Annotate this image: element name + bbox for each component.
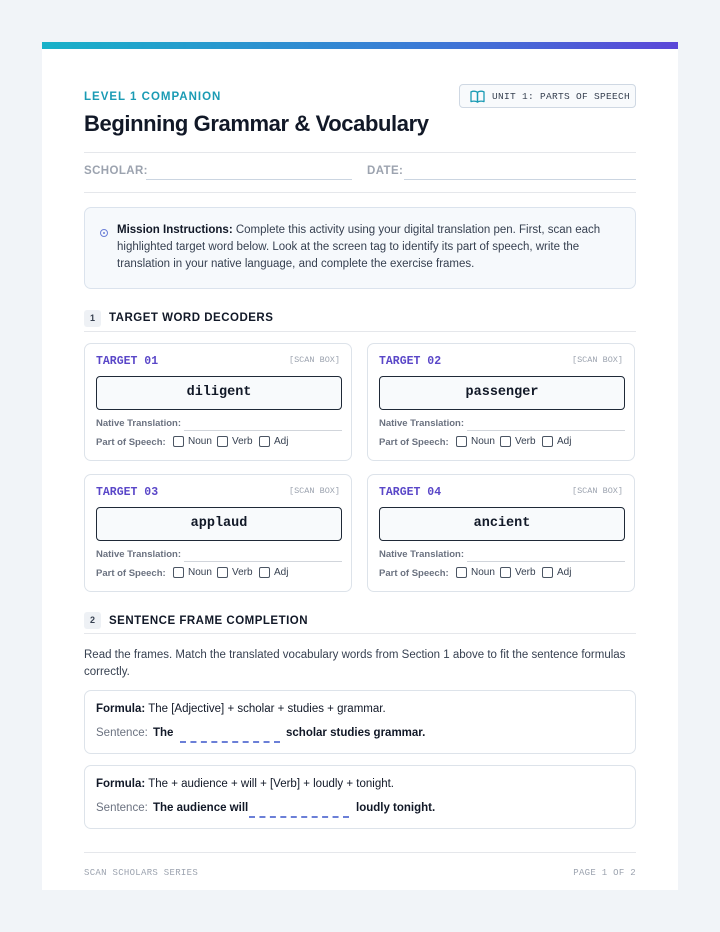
sentence-label: Sentence: <box>96 727 148 739</box>
part-of-speech-label: Part of Speech: <box>379 437 449 448</box>
native-translation-field[interactable] <box>184 430 342 431</box>
sentence-frame-1 <box>84 690 636 754</box>
checkbox-icon <box>456 567 467 578</box>
native-translation-label: Native Translation: <box>96 418 181 429</box>
verb-label: Verb <box>515 567 536 578</box>
checkbox-icon <box>542 436 553 447</box>
formula <box>96 778 394 790</box>
target-word[interactable]: ancient <box>379 507 625 541</box>
noun-label: Noun <box>471 567 495 578</box>
target-icon <box>100 229 108 237</box>
checkbox-icon <box>217 567 228 578</box>
target-word[interactable]: diligent <box>96 376 342 410</box>
adj-checkbox[interactable] <box>542 436 571 447</box>
scholar-label: SCHOLAR: <box>84 165 148 177</box>
noun-checkbox[interactable] <box>456 436 495 447</box>
formula <box>96 703 386 715</box>
answer-blank[interactable] <box>249 816 349 818</box>
target-card-03 <box>84 474 352 592</box>
header-gradient-bar <box>42 42 678 49</box>
checkbox-icon <box>217 436 228 447</box>
answer-blank[interactable] <box>180 741 280 743</box>
scholar-name-field[interactable] <box>146 179 352 180</box>
mission-text <box>117 222 617 274</box>
sentence-start: The audience will <box>153 802 249 814</box>
worksheet-page <box>42 42 678 890</box>
noun-checkbox[interactable] <box>456 567 495 578</box>
level-kicker: LEVEL 1 COMPANION <box>84 91 222 103</box>
sentence-end: loudly tonight. <box>356 802 436 814</box>
sentence-start: The <box>153 727 174 739</box>
target-card-01 <box>84 343 352 461</box>
adj-label: Adj <box>274 567 289 578</box>
verb-label: Verb <box>515 436 536 447</box>
divider <box>84 633 636 634</box>
target-label: TARGET 01 <box>96 355 159 368</box>
date-label: DATE: <box>367 165 404 177</box>
noun-label: Noun <box>188 436 212 447</box>
verb-checkbox[interactable] <box>500 567 536 578</box>
adj-checkbox[interactable] <box>259 436 288 447</box>
divider <box>84 152 636 153</box>
adj-checkbox[interactable] <box>259 567 288 578</box>
noun-label: Noun <box>188 567 212 578</box>
formula-text: The + audience + will + [Verb] + loudly + tonight. <box>145 778 395 790</box>
target-card-04 <box>367 474 635 592</box>
section-number: 2 <box>84 612 101 629</box>
native-translation-label: Native Translation: <box>379 418 464 429</box>
section-title: SENTENCE FRAME COMPLETION <box>109 615 309 627</box>
part-of-speech-label: Part of Speech: <box>96 437 166 448</box>
native-translation-field[interactable] <box>467 430 625 431</box>
target-card-02 <box>367 343 635 461</box>
footer-divider <box>84 852 636 853</box>
target-label: TARGET 02 <box>379 355 442 368</box>
adj-label: Adj <box>274 436 289 447</box>
native-translation-field[interactable] <box>467 561 625 562</box>
adj-label: Adj <box>557 567 572 578</box>
formula-text: The [Adjective] + scholar + studies + grammar. <box>145 703 386 715</box>
verb-label: Verb <box>232 567 253 578</box>
checkbox-icon <box>259 436 270 447</box>
checkbox-icon <box>542 567 553 578</box>
verb-checkbox[interactable] <box>217 567 253 578</box>
noun-checkbox[interactable] <box>173 436 212 447</box>
scan-box-tag: [SCAN BOX] <box>288 486 340 496</box>
native-translation-field[interactable] <box>184 561 342 562</box>
divider <box>84 192 636 193</box>
mission-body: Complete this activity using your digital translation pen. First, scan each highlighted target word below. Look at the screen tag to identify its part of speech, write the translation in your native language, and complete the exercise frames. <box>117 224 601 271</box>
adj-label: Adj <box>557 436 572 447</box>
unit-badge-label: UNIT 1: PARTS OF SPEECH <box>492 90 631 102</box>
target-word[interactable]: passenger <box>379 376 625 410</box>
checkbox-icon <box>173 567 184 578</box>
adj-checkbox[interactable] <box>542 567 571 578</box>
page-number: PAGE 1 OF 2 <box>573 868 636 878</box>
target-label: TARGET 03 <box>96 486 159 499</box>
noun-label: Noun <box>471 436 495 447</box>
scan-box-tag: [SCAN BOX] <box>571 486 623 496</box>
target-label: TARGET 04 <box>379 486 442 499</box>
book-open-icon <box>470 90 485 103</box>
scan-box-tag: [SCAN BOX] <box>288 355 340 365</box>
unit-badge <box>459 84 636 108</box>
section-number: 1 <box>84 310 101 327</box>
native-translation-label: Native Translation: <box>379 549 464 560</box>
mission-instructions-box <box>84 207 636 289</box>
checkbox-icon <box>500 567 511 578</box>
verb-label: Verb <box>232 436 253 447</box>
section-intro: Read the frames. Match the translated vocabulary words from Section 1 above to fit the sentence formulas correctly. <box>84 649 626 678</box>
noun-checkbox[interactable] <box>173 567 212 578</box>
native-translation-label: Native Translation: <box>96 549 181 560</box>
checkbox-icon <box>173 436 184 447</box>
divider <box>84 331 636 332</box>
section-title: TARGET WORD DECODERS <box>109 312 274 324</box>
part-of-speech-label: Part of Speech: <box>379 568 449 579</box>
sentence-label: Sentence: <box>96 802 148 814</box>
sentence-end: scholar studies grammar. <box>286 727 426 739</box>
verb-checkbox[interactable] <box>500 436 536 447</box>
checkbox-icon <box>500 436 511 447</box>
formula-label: Formula: <box>96 703 146 715</box>
sentence-frame-2 <box>84 765 636 829</box>
scan-box-tag: [SCAN BOX] <box>571 355 623 365</box>
page-title: Beginning Grammar & Vocabulary <box>84 111 429 136</box>
mission-label: Mission Instructions: <box>117 224 233 236</box>
checkbox-icon <box>259 567 270 578</box>
verb-checkbox[interactable] <box>217 436 253 447</box>
target-word[interactable]: applaud <box>96 507 342 541</box>
series-label: SCAN SCHOLARS SERIES <box>84 868 199 878</box>
date-field[interactable] <box>404 179 636 180</box>
checkbox-icon <box>456 436 467 447</box>
part-of-speech-label: Part of Speech: <box>96 568 166 579</box>
formula-label: Formula: <box>96 778 146 790</box>
